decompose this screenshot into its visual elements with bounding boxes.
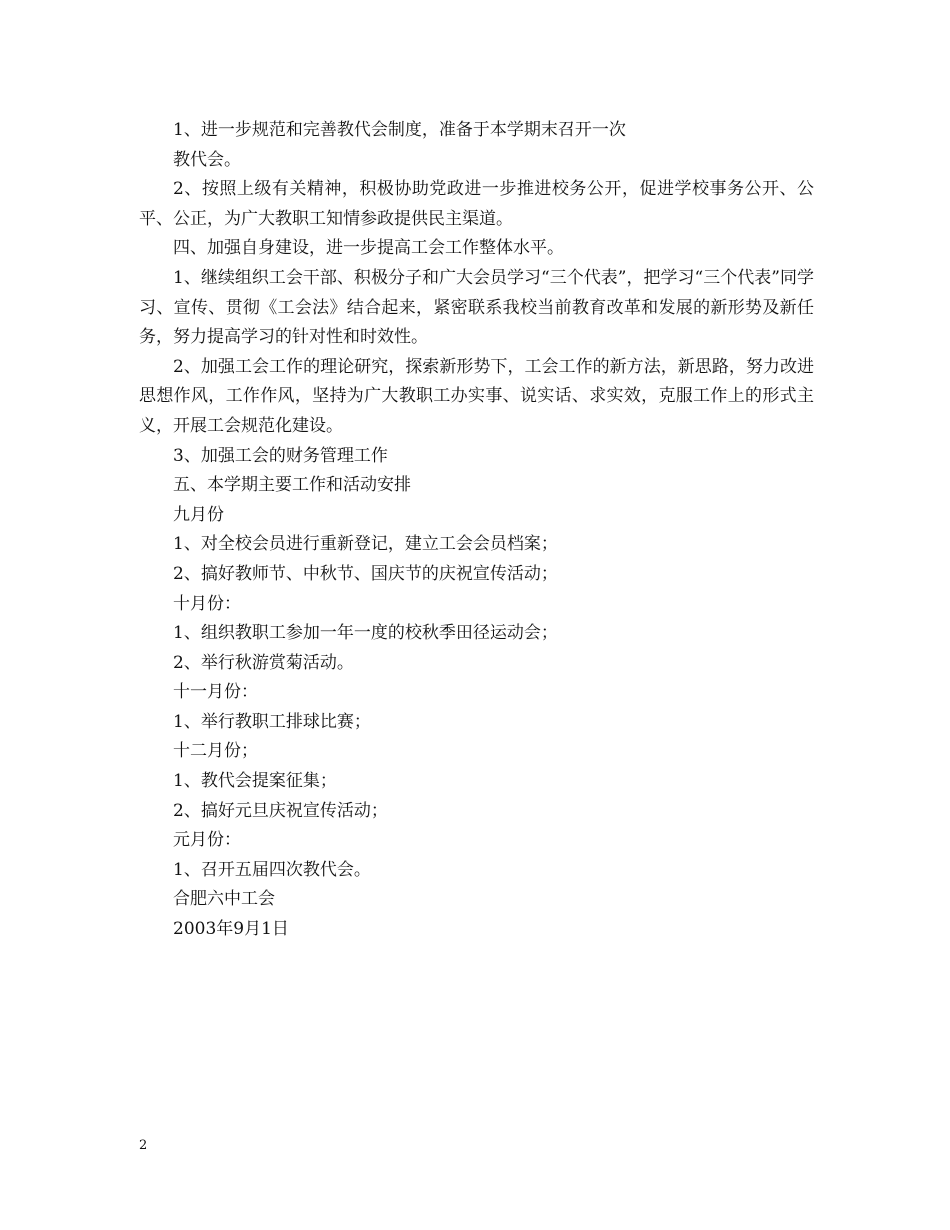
signature-organization: 合肥六中工会 xyxy=(173,889,275,910)
section-heading-5: 五、本学期主要工作和活动安排 xyxy=(173,475,411,496)
list-item: 1、召开五届四次教代会。 xyxy=(173,859,371,880)
month-november: 十一月份： xyxy=(173,682,258,703)
paragraph-2: 教代会。 xyxy=(173,149,241,170)
list-item: 2、搞好元旦庆祝宣传活动； xyxy=(173,800,388,821)
signature-date: 2003年9月1日 xyxy=(173,919,289,940)
paragraph-6: 2、加强工会工作的理论研究，探索新形势下，工会工作的新方法，新思路，努力改进思想作风，工作作风，坚持为广大教职工办实事、说实话、求实效，克服工作上的形式主义，开展工会规范化建设。 xyxy=(139,356,814,436)
paragraph-3: 2、按照上级有关精神，积极协助党政进一步推进校务公开，促进学校事务公开、公平、公正，为广大教职工知情参政提供民主渠道。 xyxy=(139,179,814,229)
month-january: 元月份： xyxy=(173,830,241,851)
month-september: 九月份 xyxy=(173,504,224,525)
section-heading-4: 四、加强自身建设，进一步提高工会工作整体水平。 xyxy=(173,238,564,259)
paragraph-1: 1、进一步规范和完善教代会制度，准备于本学期末召开一次 xyxy=(173,120,626,140)
month-october: 十月份： xyxy=(173,593,241,614)
list-item: 1、教代会提案征集； xyxy=(173,771,337,792)
paragraph-5: 1、继续组织工会干部、积极分子和广大会员学习“三个代表”，把学习“三个代表”同学习、宣传、贯彻《工会法》结合起来，紧密联系我校当前教育改革和发展的新形势及新任务，努力提高学习的针对性和时效性。 xyxy=(139,267,814,348)
list-item: 2、举行秋游赏菊活动。 xyxy=(173,652,354,673)
list-item: 2、搞好教师节、中秋节、国庆节的庆祝宣传活动； xyxy=(173,563,558,584)
list-item: 1、举行教职工排球比赛； xyxy=(173,711,371,732)
page-number: 2 xyxy=(139,1138,148,1153)
list-item: 1、对全校会员进行重新登记，建立工会会员档案； xyxy=(173,534,558,555)
month-december: 十二月份； xyxy=(173,741,258,762)
list-item: 1、组织教职工参加一年一度的校秋季田径运动会； xyxy=(173,623,558,644)
document-body xyxy=(139,116,814,945)
paragraph-7: 3、加强工会的财务管理工作 xyxy=(173,445,388,466)
